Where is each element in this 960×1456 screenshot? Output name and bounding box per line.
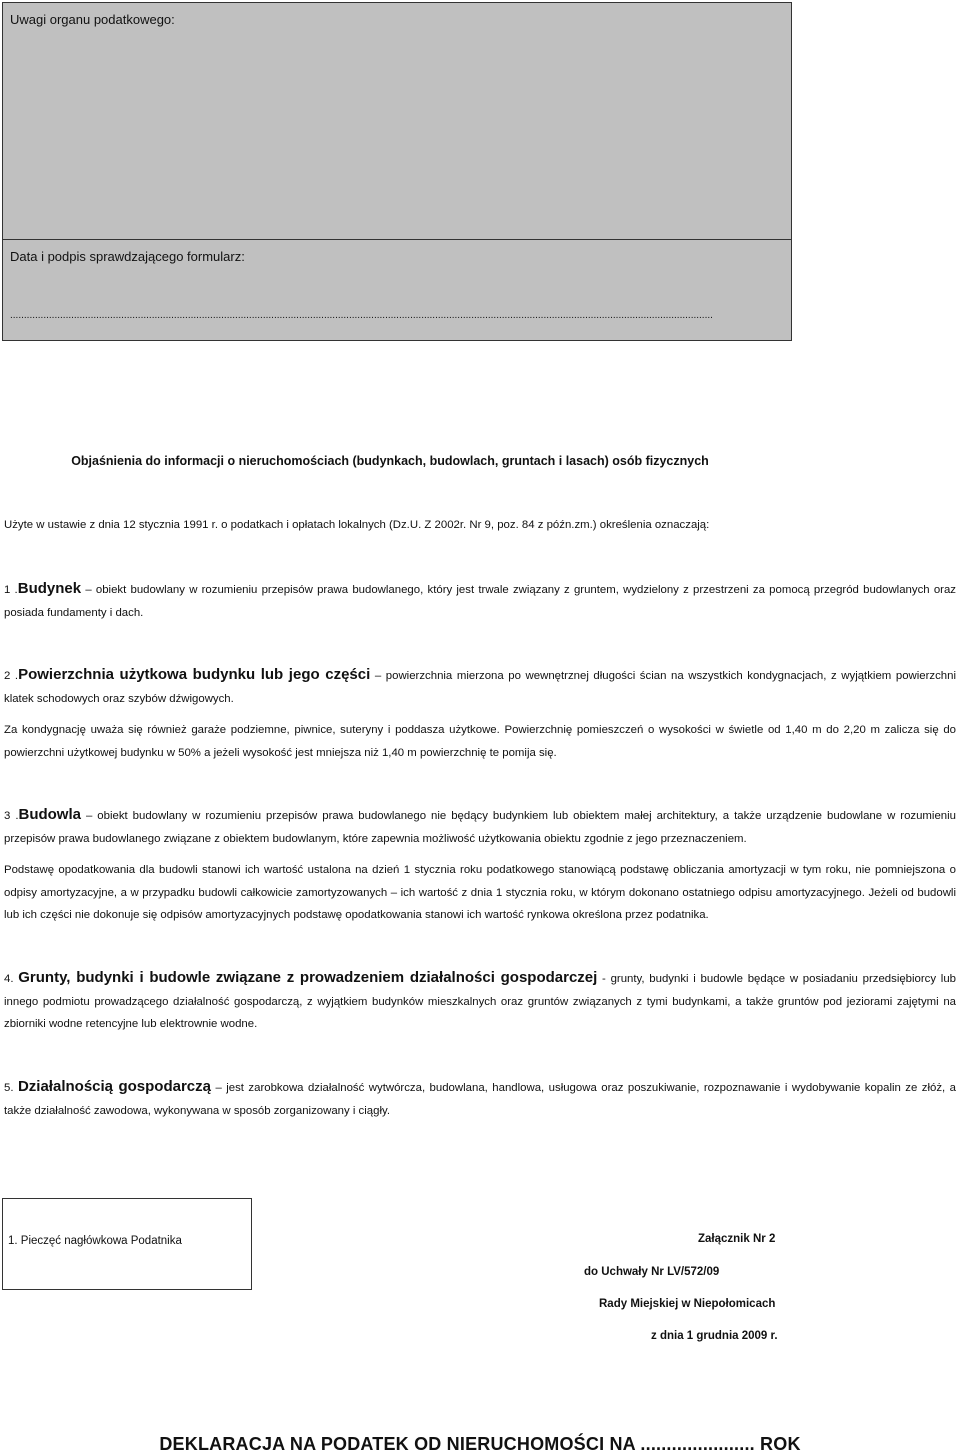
item-3 [4,804,956,850]
item-2-extra: Za kondygnację uważa się również garaże podziemne, piwnice, suteryny i poddasza użytkowe. Powierzchnię pomieszczeń o wysokości w świetle od 1,40 m do 2,20 m zalicza się do powierzchni użytkowej budynku w 50% a jeżeli wysokość jest mniejsza niż 1,40 m powierzchnię te pomija się. [4,724,956,759]
item-4 [4,967,956,1036]
item-3-extra: Podstawę opodatkowania dla budowli stanowi ich wartość ustalona na dzień 1 stycznia roku podatkowego stanowiącą podstawę obliczania amortyzacji w tym roku, nie pomniejszona o odpisy amortyzacyjne, a w przypadku budowli całkowicie zamortyzowanych – ich wartość z dnia 1 stycznia roku, w którym dokonano ostatniego odpisu amortyzacyjnego. Jeżeli od budowli lub ich części nie dokonuje się odpisów amortyzacyjnych podstawę opodatkowania stanowi ich wartość rynkowa określona przez podatnika. [4,864,956,921]
signature-line: ............................................................................................................................................................................................................................................................. [10,310,713,321]
item-4-text: - grunty, budynki i budowle będące w posiadaniu przedsiębiorcy lub innego podmiotu prowadzącego działalność gospodarczą, z wyjątkiem budynków mieszkalnych oraz gruntów związanych z tymi budynkami, a także gruntów pod jeziorami zajętymi na zbiorniki wodne retencyjne lub elektrownie wodne. [4,973,957,1030]
item-1-term: Budynek [17,580,82,597]
item-1 [4,578,956,624]
item-5 [4,1076,956,1122]
resolution-number: do Uchwały Nr LV/572/09 [584,1266,720,1278]
remarks-box[interactable] [2,2,792,240]
checker-label: Data i podpis sprawdzającego formularz: [10,249,245,264]
taxpayer-stamp-box[interactable] [2,1198,252,1290]
item-4-term: Grunty, budynki i budowle związane z prowadzeniem działalności gospodarczej [18,969,598,986]
explanations-heading: Objaśnienia do informacji o nieruchomościach (budynkach, budowlach, gruntach i lasach) osób fizycznych [71,454,709,468]
item-4-number: 4. [4,973,14,985]
resolution-date: z dnia 1 grudnia 2009 r. [651,1330,778,1342]
item-3-term: Budowla [18,806,81,823]
item-5-term: Działalnością gospodarczą [17,1078,211,1095]
item-5-text: – jest zarobkowa działalność wytwórcza, budowlana, handlowa, usługowa oraz poszukiwanie, rozpoznawanie i wydobywanie kopalin ze złóż, a także działalność zawodowa, wykonywana w sposób zorganizowany i ciągły. [4,1082,957,1117]
council-name: Rady Miejskiej w Niepołomicach [599,1298,776,1310]
taxpayer-stamp-label: 1. Pieczęć nagłówkowa Podatnika [8,1235,182,1247]
item-5-number: 5. [4,1082,14,1094]
remarks-label: Uwagi organu podatkowego: [10,12,175,27]
item-1-number: 1 . [4,584,18,596]
item-2-text: – powierzchnia mierzona po wewnętrznej długości ścian na wszystkich kondygnacjach, z wyjątkiem powierzchni klatek schodowych oraz szybów dźwigowych. [4,670,957,705]
annex-title: Załącznik Nr 2 [698,1233,776,1245]
item-2-term: Powierzchnia użytkowa budynku lub jego części [18,666,371,683]
item-2-number: 2 . [4,670,19,682]
item-1-text: – obiekt budowlany w rozumieniu przepisów prawa budowlanego, który jest trwale związany z gruntem, wydzielony z przestrzeni za pomocą przegród budowlanych oraz posiada fundamenty i dach. [4,584,956,619]
explanations-intro: Użyte w ustawie z dnia 12 stycznia 1991 r. o podatkach i opłatach lokalnych (Dz.U. Z 2002r. Nr 9, poz. 84 z późn.zm.) określenia oznaczają: [4,519,710,531]
item-2 [4,664,956,710]
item-3-text: – obiekt budowlany w rozumieniu przepisów prawa budowlanego nie będący budynkiem lub obiektem małej architektury, a także urządzenie budowlane w rozumieniu przepisów prawa budowlanego związane z obiektem budowlanym, które zapewnia możliwość użytkowania obiektu zgodnie z jego przeznaczeniem. [4,810,956,845]
item-3-number: 3 . [4,810,19,822]
checker-box[interactable] [2,239,792,341]
declaration-title: DEKLARACJA NA PODATEK OD NIERUCHOMOŚCI NA ...................... ROK [159,1434,801,1454]
